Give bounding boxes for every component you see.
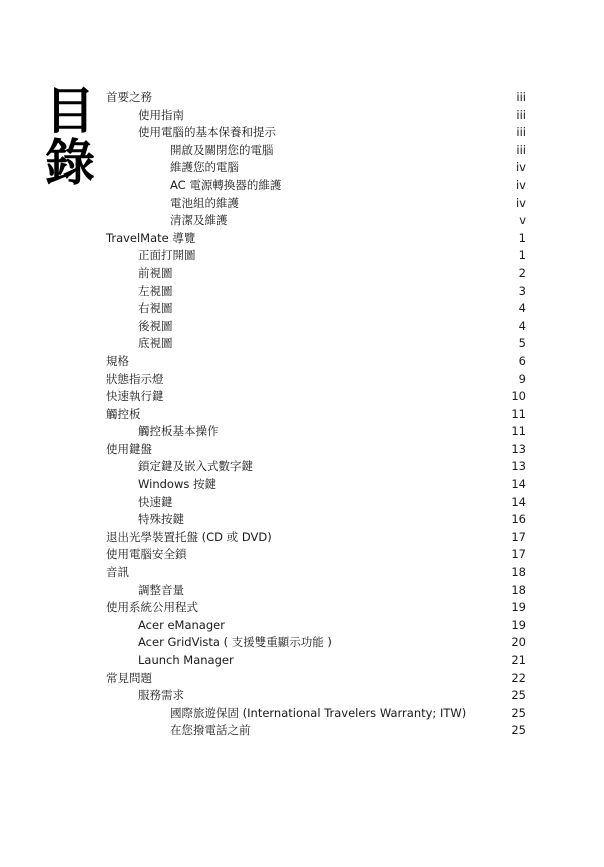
toc-entry-label: 觸控板 (106, 406, 141, 421)
toc-entry[interactable] (106, 247, 526, 265)
toc-entry[interactable] (106, 195, 526, 213)
toc-entry[interactable] (106, 177, 526, 195)
toc-entry-page-number: 18 (511, 565, 526, 580)
toc-entry-label: Acer eManager (138, 617, 225, 632)
toc-entry-page-number: 22 (511, 670, 526, 685)
toc-entry-page-number: 19 (511, 600, 526, 615)
toc-entry-page-number: 14 (511, 477, 526, 492)
toc-entry[interactable] (106, 529, 526, 547)
toc-entry-page-number: iii (516, 107, 526, 122)
toc-entry-label: 使用電腦的基本保養和提示 (138, 125, 276, 140)
toc-entry[interactable] (106, 670, 526, 688)
toc-entry-label: 使用電腦安全鎖 (106, 547, 187, 562)
toc-entry-label: 維護您的電腦 (170, 160, 239, 175)
toc-entry[interactable] (106, 107, 526, 125)
toc-entry[interactable] (106, 617, 526, 635)
toc-entry[interactable] (106, 687, 526, 705)
toc-entry-label: 使用系統公用程式 (106, 600, 198, 615)
toc-entry-page-number: 5 (518, 336, 526, 351)
toc-entry-label: 服務需求 (138, 688, 184, 703)
toc-entry-label: 快速執行鍵 (106, 389, 164, 404)
toc-entry-label: 右視圖 (138, 301, 173, 316)
toc-entry[interactable] (106, 423, 526, 441)
toc-entry-page-number: 13 (511, 459, 526, 474)
toc-entry-label: 調整音量 (138, 582, 184, 597)
toc-entry-page-number: 4 (518, 301, 526, 316)
toc-entry-page-number: 25 (511, 723, 526, 738)
toc-entry[interactable] (106, 212, 526, 230)
toc-entry-page-number: iii (516, 125, 526, 140)
page-title: 目錄 (37, 84, 95, 188)
toc-entry-page-number: 1 (518, 248, 526, 263)
toc-entry-label: 快速鍵 (138, 494, 173, 509)
toc-entry-page-number: 11 (511, 424, 526, 439)
toc-entry[interactable] (106, 494, 526, 512)
toc-entry-page-number: 17 (511, 547, 526, 562)
toc-entry-page-number: 1 (518, 230, 526, 245)
toc-entry[interactable] (106, 283, 526, 301)
toc-entry-label: 清潔及維護 (170, 213, 228, 228)
toc-entry-page-number: 6 (518, 353, 526, 368)
toc-entry-label: 音訊 (106, 565, 129, 580)
toc-entry-page-number: iii (516, 90, 526, 104)
table-of-contents (106, 89, 526, 740)
toc-entry[interactable] (106, 159, 526, 177)
toc-entry-page-number: 11 (511, 406, 526, 421)
toc-entry-page-number: 3 (518, 283, 526, 298)
toc-entry-page-number: 19 (511, 617, 526, 632)
toc-entry[interactable] (106, 388, 526, 406)
toc-entry[interactable] (106, 300, 526, 318)
toc-entry-page-number: iv (515, 160, 526, 175)
toc-entry[interactable] (106, 564, 526, 582)
toc-entry-page-number: 21 (511, 653, 526, 667)
toc-entry-page-number: v (519, 213, 526, 228)
toc-entry-label: 在您撥電話之前 (170, 723, 251, 738)
toc-entry-label: 首要之務 (106, 90, 152, 104)
toc-entry-label: 鎖定鍵及嵌入式數字鍵 (138, 459, 253, 474)
toc-entry-label: 開啟及關閉您的電腦 (170, 142, 274, 157)
toc-entry[interactable] (106, 652, 526, 670)
toc-entry[interactable] (106, 634, 526, 652)
toc-entry[interactable] (106, 546, 526, 564)
toc-entry-label: Launch Manager (138, 653, 234, 667)
toc-entry[interactable] (106, 582, 526, 600)
toc-entry-label: 電池組的維護 (170, 195, 239, 210)
toc-entry-page-number: 9 (518, 371, 526, 386)
toc-entry-label: 底視圖 (138, 336, 173, 351)
toc-entry[interactable] (106, 458, 526, 476)
toc-entry-label: 狀態指示燈 (106, 371, 164, 386)
toc-entry[interactable] (106, 511, 526, 529)
toc-entry-label: 規格 (106, 353, 129, 368)
toc-entry[interactable] (106, 353, 526, 371)
toc-entry[interactable] (106, 722, 526, 740)
toc-entry-label: Acer GridVista ( 支援雙重顯示功能 ) (138, 635, 332, 650)
toc-entry-page-number: 10 (511, 389, 526, 404)
toc-entry[interactable] (106, 476, 526, 494)
toc-entry-page-number: 25 (511, 705, 526, 720)
toc-entry-page-number: iv (515, 177, 526, 192)
toc-entry[interactable] (106, 371, 526, 389)
toc-entry-label: 使用鍵盤 (106, 441, 152, 456)
toc-entry-label: 使用指南 (138, 107, 184, 122)
toc-entry[interactable] (106, 230, 526, 248)
toc-entry-label: 左視圖 (138, 283, 173, 298)
toc-entry-label: 退出光學裝置托盤 (CD 或 DVD) (106, 529, 272, 544)
toc-entry[interactable] (106, 406, 526, 424)
toc-entry[interactable] (106, 89, 526, 107)
toc-entry-page-number: 13 (511, 441, 526, 456)
toc-entry[interactable] (106, 599, 526, 617)
toc-entry[interactable] (106, 335, 526, 353)
toc-entry-label: 常見問題 (106, 670, 152, 685)
toc-entry-page-number: 4 (518, 318, 526, 333)
toc-entry-label: 後視圖 (138, 318, 173, 333)
toc-entry-page-number: 14 (511, 494, 526, 509)
toc-entry-page-number: 2 (518, 265, 526, 280)
toc-entry[interactable] (106, 124, 526, 142)
toc-entry-label: 前視圖 (138, 265, 173, 280)
toc-entry-page-number: 17 (511, 529, 526, 544)
toc-entry-label: TravelMate 導覽 (106, 230, 196, 245)
toc-entry[interactable] (106, 142, 526, 160)
toc-entry[interactable] (106, 318, 526, 336)
toc-entry-page-number: 16 (511, 512, 526, 527)
toc-entry-page-number: 18 (511, 582, 526, 597)
toc-entry-label: 國際旅遊保固 (International Travelers Warranty; ITW) (170, 705, 467, 720)
toc-entry[interactable] (106, 441, 526, 459)
toc-entry-label: 正面打開圖 (138, 248, 196, 263)
toc-entry[interactable] (106, 265, 526, 283)
toc-entry-label: 特殊按鍵 (138, 512, 184, 527)
toc-entry-label: 觸控板基本操作 (138, 424, 219, 439)
toc-entry-page-number: 25 (511, 688, 526, 703)
toc-entry-label: AC 電源轉換器的維護 (170, 177, 282, 192)
toc-entry-label: Windows 按鍵 (138, 477, 216, 492)
toc-entry-page-number: iii (516, 142, 526, 157)
toc-entry[interactable] (106, 705, 526, 723)
toc-entry-page-number: 20 (511, 635, 526, 650)
toc-entry-page-number: iv (515, 195, 526, 210)
